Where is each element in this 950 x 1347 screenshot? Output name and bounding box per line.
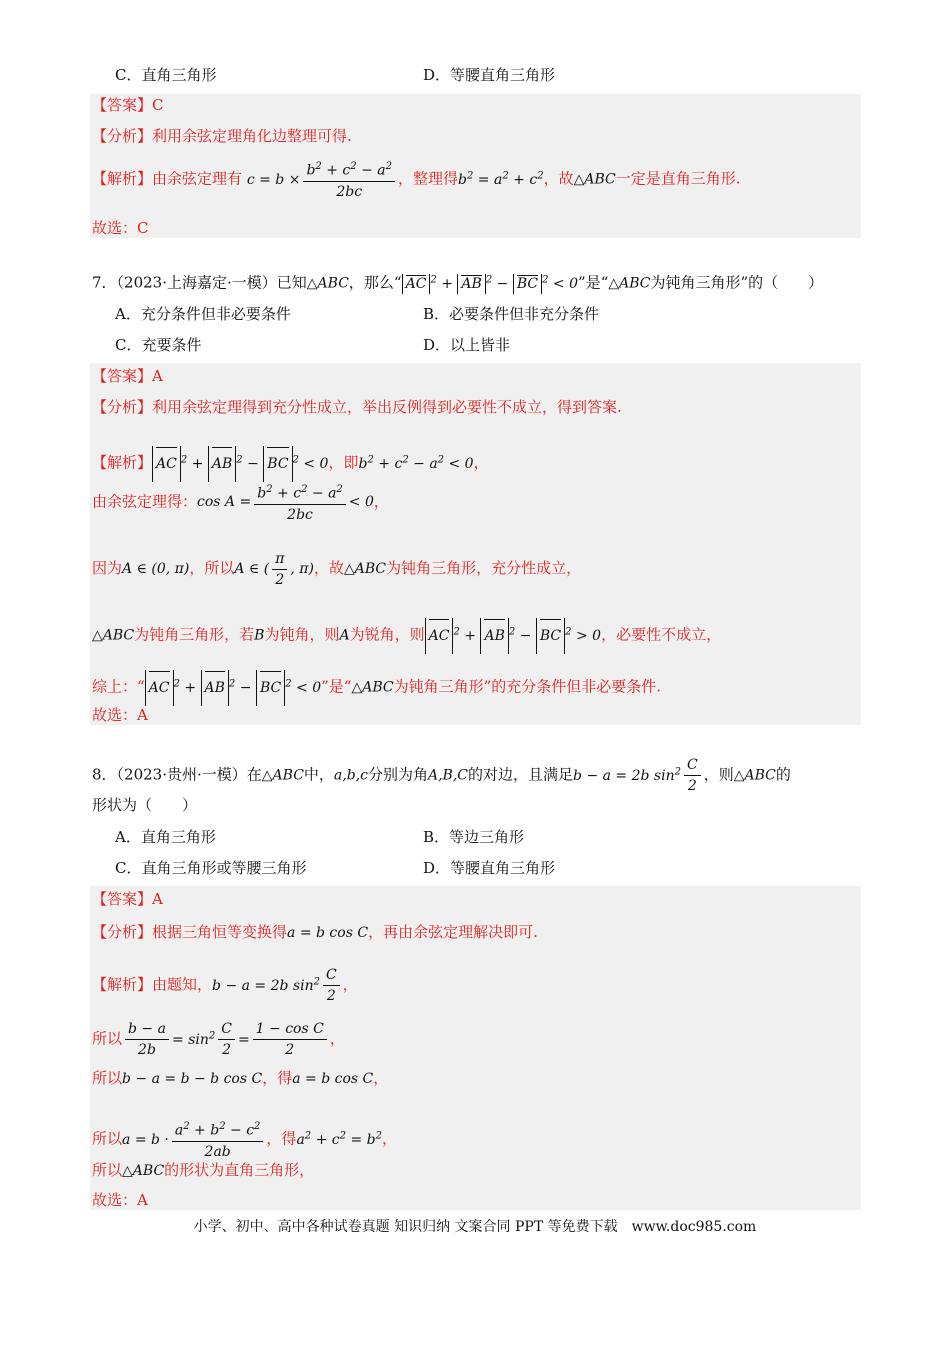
solution-text: ， <box>373 1069 389 1087</box>
q7-option-b: B．必要条件但非充分条件 <box>423 305 600 323</box>
stem-text: 的 <box>775 765 791 784</box>
q7-option-d: D．以上皆非 <box>423 336 511 354</box>
q8-solution-2 <box>92 1016 345 1060</box>
solution-text: ，得 <box>266 1129 297 1148</box>
triangle-abc: △ABC <box>92 627 135 644</box>
solution-label: 【解析】 <box>92 169 153 188</box>
answer-value: C <box>152 96 164 114</box>
formula-pythagoras: $a^2 + c^2 = b^2$ <box>296 1130 382 1148</box>
analysis-text: 根据三角恒等变换得 <box>152 923 288 941</box>
formula-ratio: $\frac{b - a}{2b}$ = $\sin^2$ $\frac{C}{2}$ = $\frac{\text{1 − cos C}}{2}$ <box>122 1032 330 1048</box>
solution-text: ， <box>329 1029 345 1048</box>
solution-text: 为钝角，则 <box>264 625 340 644</box>
solution-text: ，必要性不成立， <box>601 625 722 644</box>
formula-a-bcosC: a = b cos C <box>292 1071 374 1087</box>
solution-text: ， <box>473 453 489 472</box>
q7-option-a: A．充分条件但非必要条件 <box>115 305 291 323</box>
analysis-text: ，再由余弦定理解决即可. <box>368 923 538 941</box>
solution-text: 为钝角三角形，充分性成立， <box>386 559 582 577</box>
stem-text: ”是“ <box>578 273 609 292</box>
q6-analysis <box>92 126 352 146</box>
q6-answer <box>92 95 164 115</box>
stem-text: 分别为角 <box>367 765 428 784</box>
triangle-abc: △ABC <box>306 275 349 292</box>
angle-a: A <box>339 627 350 644</box>
solution-text: ”是“ <box>321 677 352 696</box>
q8-stem <box>92 752 791 796</box>
q8-solution-5 <box>92 1160 314 1181</box>
q7-analysis <box>92 397 622 417</box>
q7-choice: 故选：A <box>92 706 148 724</box>
solution-text: 为锐角，则 <box>349 625 425 644</box>
q8-option-c: C．直角三角形或等腰三角形 <box>115 859 307 877</box>
answer-value: A <box>152 890 163 908</box>
option-d: D．等腰直角三角形 <box>423 66 556 84</box>
sides-abc: a,b,c <box>333 767 368 784</box>
solution-text: 所以 <box>92 1129 123 1148</box>
solution-text: ， <box>342 975 358 994</box>
vector-inequality: AC $^2$ + AB $^2$ − BC $^2$ < 0 <box>402 276 578 292</box>
triangle-abc: △ABC <box>122 1163 165 1179</box>
solution-text: ， <box>382 1129 398 1148</box>
stem-text: 中， <box>303 765 334 784</box>
angle-b: B <box>254 627 265 644</box>
formula-condition: b − a = 2b $\sin^2$ $\frac{C}{2}$ <box>212 978 343 994</box>
q8-option-b: B．等边三角形 <box>423 828 525 846</box>
stem-text: 的对边，且满足 <box>468 765 574 784</box>
triangle-abc: △ABC <box>351 679 394 696</box>
answer-label: 【答案】 <box>92 890 153 908</box>
solution-text: 的形状为直角三角形， <box>164 1161 315 1179</box>
answer-value: A <box>152 367 163 385</box>
triangle-abc: △ABC <box>261 767 304 784</box>
vector-inequality: AC $^2$ + AB $^2$ − BC $^2$ < 0 <box>145 680 321 696</box>
stem-text: 8．（2023·贵州·一模）在 <box>92 765 262 784</box>
q7-solution-5 <box>92 666 661 706</box>
analysis-text: 利用余弦定理得到充分性成立，举出反例得到必要性不成立，得到答案. <box>152 398 622 416</box>
stem-text: 为钝角三角形”的（ ） <box>650 273 824 292</box>
solution-text: ， <box>373 492 389 511</box>
solution-text: ，所以 <box>189 559 235 577</box>
solution-text: ，得 <box>262 1069 293 1087</box>
formula-condition: b − a = 2b $\sin^2$ $\frac{C}{2}$ <box>573 768 704 784</box>
q8-solution-4 <box>92 1116 397 1162</box>
q7-stem <box>92 270 823 294</box>
solution-text: 因为 <box>92 559 123 577</box>
angles-abc: A,B,C <box>428 767 469 784</box>
stem-text: ，则 <box>703 765 734 784</box>
formula-range: A ∈ (0, π) <box>122 561 190 577</box>
analysis-label: 【分析】 <box>92 398 153 416</box>
solution-text: 由余弦定理得： <box>92 492 198 511</box>
q7-answer <box>92 366 163 386</box>
vector-inequality-gt: AC $^2$ + AB $^2$ − BC $^2$ > 0 <box>425 628 601 644</box>
solution-text: 所以 <box>92 1029 123 1048</box>
solution-text: 一定是直角三角形. <box>615 169 741 188</box>
q6-choice: 故选：C <box>92 219 149 237</box>
triangle-abc: △ABC <box>733 767 776 784</box>
q8-solution-1 <box>92 962 358 1006</box>
formula-range-2: A ∈ ( $\frac{\pi}{2}$ , π) <box>234 550 314 588</box>
solution-label: 【解析】 <box>92 453 153 472</box>
solution-text: ，故 <box>543 169 574 188</box>
q7-solution-2 <box>92 480 389 525</box>
q7-option-c: C．充要条件 <box>115 336 202 354</box>
stem-text: 7．（2023·上海嘉定·一模）已知 <box>92 273 307 292</box>
option-c: C．直角三角形 <box>115 66 217 84</box>
stem-text: ，那么“ <box>348 273 402 292</box>
formula-b2: $b^2 = a^2 + c^2$ <box>458 170 544 188</box>
q8-stem-line2: 形状为（ ） <box>92 796 198 814</box>
solution-text: 所以 <box>92 1161 123 1179</box>
footer-text: 小学、初中、高中各种试卷真题 知识归纳 文案合同 PPT 等免费下载 www.doc985.com <box>193 1219 757 1235</box>
q7-solution-1 <box>92 442 489 482</box>
q7-solution-4 <box>92 614 721 654</box>
q8-solution-3 <box>92 1068 388 1089</box>
q8-choice: 故选：A <box>92 1191 148 1209</box>
solution-text: 为钝角三角形”的充分条件但非必要条件. <box>393 677 662 696</box>
solution-text: 由题知， <box>152 975 213 994</box>
solution-text: ，即 <box>328 453 359 472</box>
formula-step: b − a = b − b cos C <box>122 1071 263 1087</box>
analysis-label: 【分析】 <box>92 923 153 941</box>
solution-text: ，故 <box>313 559 344 577</box>
formula-cosA: cos A = $\frac{b^2 + c^2 - a^2}{2bc}$ < 0 <box>197 494 374 510</box>
q8-analysis <box>92 922 538 943</box>
q7-solution-3 <box>92 548 581 590</box>
solution-text: 由余弦定理有 <box>152 169 243 188</box>
answer-label: 【答案】 <box>92 96 153 114</box>
vector-inequality: AC $^2$ + AB $^2$ − BC $^2$ < 0 <box>152 456 328 472</box>
solution-text: 综上：“ <box>92 677 145 696</box>
formula-cosine-sub: a = b · $\frac{a^2 + b^2 - c^2}{2ab}$ <box>122 1132 266 1148</box>
triangle-abc: △ABC <box>343 561 387 577</box>
triangle-abc: △ABC <box>608 275 651 292</box>
q6-solution <box>92 156 741 202</box>
solution-text: 为钝角三角形，若 <box>134 625 255 644</box>
solution-label: 【解析】 <box>92 975 153 994</box>
solution-text: ，整理得 <box>398 169 459 188</box>
formula-a-bcosC: a = b cos C <box>287 925 369 941</box>
answer-label: 【答案】 <box>92 367 153 385</box>
formula-cosine: c = b × $\frac{b^2 + c^2 - a^2}{2bc}$ <box>247 172 398 188</box>
triangle-abc: △ABC <box>573 171 616 188</box>
q8-option-a: A．直角三角形 <box>115 828 216 846</box>
formula-inequality: $b^2 + c^2 - a^2 < 0$ <box>358 454 474 472</box>
q8-option-d: D．等腰直角三角形 <box>423 859 556 877</box>
q8-answer <box>92 889 163 909</box>
analysis-label: 【分析】 <box>92 127 153 145</box>
analysis-text: 利用余弦定理角化边整理可得. <box>152 127 352 145</box>
solution-text: 所以 <box>92 1069 123 1087</box>
